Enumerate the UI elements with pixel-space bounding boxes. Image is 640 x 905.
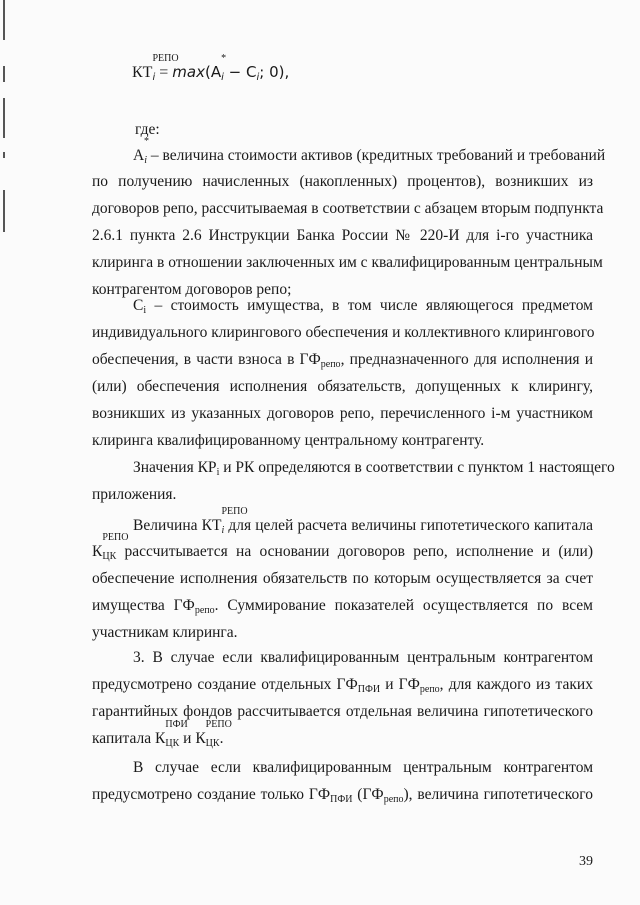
formula-kt-repo: КТ РЕПО i = max(A * $i - C_i$; 0), [132,53,290,83]
p2-line-1: $C_i$ – стоимость имущества, в том числе являющегося предметом [133,297,593,316]
p1-line-1: A * i – величина стоимости активов (кредитных требований и требований [133,136,606,166]
p2-line-4: (или) обеспечения исполнения обязательств, допущенных к клирингу, [92,378,593,395]
p2-line-6: клиринга квалифицированному центральному контрагенту. [92,432,485,449]
p4-line-1: Величина КТ РЕПО i для целей расчета величины гипотетического капитала [133,506,593,536]
p2-line-3: обеспечения, в части взноса в $ГФ_{репо}$, предназначенного для исполнения и [92,351,593,370]
p1-line-3: договоров репо, рассчитываемая в соответствии с абзацем вторым подпункта [92,200,604,217]
p1-line-4: 2.6.1 пункта 2.6 Инструкции Банка России № 220-И для i-го участника [92,227,593,244]
p6-line-1: В случае если квалифицированным центральным контрагентом [133,759,593,776]
p1-line-6: контрагентом договоров репо; [92,281,292,298]
formula-lhs-index: РЕПО i [152,53,179,83]
p6-line-2: предусмотрено создание только $ГФ_{ПФИ}$ $(ГФ_{репо})$, величина гипотетического [92,786,593,805]
binder-mark [3,0,5,40]
p4-line-3: обеспечение исполнения обязательств по которым осуществляется за счет [92,570,593,587]
formula-lhs: КТ [132,64,153,81]
p5-line-2: предусмотрено создание отдельных $ГФ_{ПФИ}$ и $ГФ_{репо}$, для каждого из таких [92,676,593,695]
p1-line-5: клиринга в отношении заключенных им с квалифицированным центральным [92,254,603,271]
p5-line-3: гарантийных фондов рассчитывается отдельная величина гипотетического [92,703,593,720]
p5-line-4: капитала К ПФИ ЦК и К РЕПО ЦК. [92,719,232,749]
binder-mark [3,66,5,82]
p5-line-1: 3. В случае если квалифицированным центральным контрагентом [133,649,593,666]
p4-line-4: имущества $ГФ_{репо}$. Суммирование показателей осуществляется по всем [92,597,593,616]
p3-line-1: Значения $КР_i$ и РК определяются в соответствии с пунктом 1 настоящего [133,459,615,478]
p1-line-2: по получению начисленных (накопленных) процентов), возникших из [92,173,593,190]
p2-line-2: индивидуального клирингового обеспечения и коллективного клирингового [92,324,595,341]
page-number: 39 [579,854,593,869]
p4-line-2: К РЕПО ЦК рассчитывается на основании договоров репо, исполнение и (или) [92,532,593,562]
p2-line-5: возникших из указанных договоров репо, перечисленного i-м участником [92,405,593,422]
binder-mark [3,98,5,138]
p4-line-5: участникам клиринга. [92,624,238,641]
formula-max: max [172,63,205,81]
p3-line-2: приложения. [92,486,177,503]
